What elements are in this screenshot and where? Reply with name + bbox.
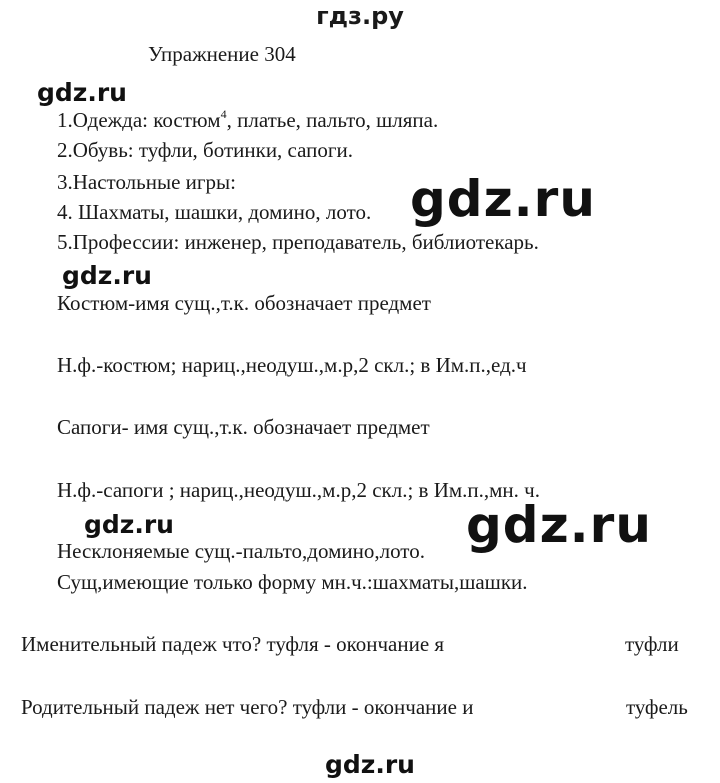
group-line-1-prefix: 1.Одежда: костюм: [57, 108, 221, 132]
watermark-5: gdz.ru: [466, 496, 652, 554]
footnote-marker: 4: [220, 107, 227, 121]
group-line-2: 2.Обувь: туфли, ботинки, сапоги.: [57, 138, 354, 162]
group-line-1: [57, 108, 438, 131]
case-genitive-form: туфель: [626, 695, 688, 719]
watermark-2: gdz.ru: [410, 170, 596, 228]
indeclinable-nouns: Несклоняемые сущ.-пальто,домино,лото.: [57, 539, 425, 563]
exercise-title: Упражнение 304: [148, 42, 296, 66]
site-header: гдз.ру: [316, 2, 404, 30]
sapogi-definition: Сапоги- имя сущ.,т.к. обозначает предмет: [57, 415, 430, 439]
group-line-3: 3.Настольные игры:: [57, 170, 236, 194]
group-line-4: 4. Шахматы, шашки, домино, лото.: [57, 200, 372, 224]
watermark-1: gdz.ru: [37, 78, 127, 107]
group-line-5: 5.Профессии: инженер, преподаватель, библиотекарь.: [57, 230, 539, 254]
case-nominative-label: Именительный падеж что? туфля - окончание я: [21, 632, 445, 656]
watermark-3: gdz.ru: [62, 261, 152, 290]
kostum-forms: Н.ф.-костюм; нариц.,неодуш.,м.р,2 скл.; в Им.п.,ед.ч: [57, 353, 527, 377]
plural-only-nouns: Сущ,имеющие только форму мн.ч.:шахматы,шашки.: [57, 570, 528, 594]
case-genitive-label: Родительный падеж нет чего? туфли - окончание и: [21, 695, 474, 719]
kostum-definition: Костюм-имя сущ.,т.к. обозначает предмет: [57, 291, 431, 315]
case-nominative-form: туфли: [625, 632, 679, 656]
watermark-6: gdz.ru: [325, 750, 415, 779]
watermark-4: gdz.ru: [84, 510, 174, 539]
sapogi-forms: Н.ф.-сапоги ; нариц.,неодуш.,м.р,2 скл.; в Им.п.,мн. ч.: [57, 478, 540, 502]
group-line-1-suffix: , платье, пальто, шляпа.: [226, 108, 439, 132]
